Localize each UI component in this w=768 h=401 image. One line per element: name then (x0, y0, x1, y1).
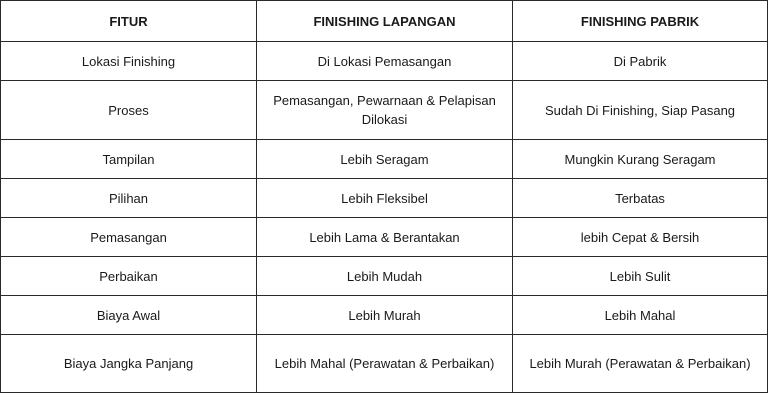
table-row (1, 296, 768, 335)
lapangan-cell: Lebih Mahal (Perawatan & Perbaikan) (257, 335, 513, 393)
table-row (1, 42, 768, 81)
pabrik-cell: Mungkin Kurang Seragam (513, 140, 768, 179)
lapangan-cell: Lebih Mudah (257, 257, 513, 296)
lapangan-cell: Lebih Fleksibel (257, 179, 513, 218)
lapangan-cell: Pemasangan, Pewarnaan & Pelapisan Dilokasi (257, 81, 513, 140)
pabrik-cell: Lebih Sulit (513, 257, 768, 296)
header-cell-finishing-lapangan: FINISHING LAPANGAN (257, 1, 513, 42)
header-cell-fitur: FITUR (1, 1, 257, 42)
table-row (1, 257, 768, 296)
feature-cell: Lokasi Finishing (1, 42, 257, 81)
feature-cell: Pilihan (1, 179, 257, 218)
table-row (1, 179, 768, 218)
pabrik-cell: lebih Cepat & Bersih (513, 218, 768, 257)
feature-cell: Biaya Jangka Panjang (1, 335, 257, 393)
lapangan-cell: Di Lokasi Pemasangan (257, 42, 513, 81)
lapangan-cell: Lebih Murah (257, 296, 513, 335)
feature-cell: Tampilan (1, 140, 257, 179)
feature-cell: Biaya Awal (1, 296, 257, 335)
table-row (1, 218, 768, 257)
feature-cell: Pemasangan (1, 218, 257, 257)
table-row (1, 335, 768, 393)
table-row (1, 140, 768, 179)
pabrik-cell: Sudah Di Finishing, Siap Pasang (513, 81, 768, 140)
lapangan-cell: Lebih Seragam (257, 140, 513, 179)
lapangan-cell: Lebih Lama & Berantakan (257, 218, 513, 257)
feature-cell: Proses (1, 81, 257, 140)
table-row (1, 81, 768, 140)
pabrik-cell: Lebih Mahal (513, 296, 768, 335)
pabrik-cell: Terbatas (513, 179, 768, 218)
header-cell-finishing-pabrik: FINISHING PABRIK (513, 1, 768, 42)
pabrik-cell: Di Pabrik (513, 42, 768, 81)
pabrik-cell: Lebih Murah (Perawatan & Perbaikan) (513, 335, 768, 393)
feature-cell: Perbaikan (1, 257, 257, 296)
header-row (1, 1, 768, 42)
